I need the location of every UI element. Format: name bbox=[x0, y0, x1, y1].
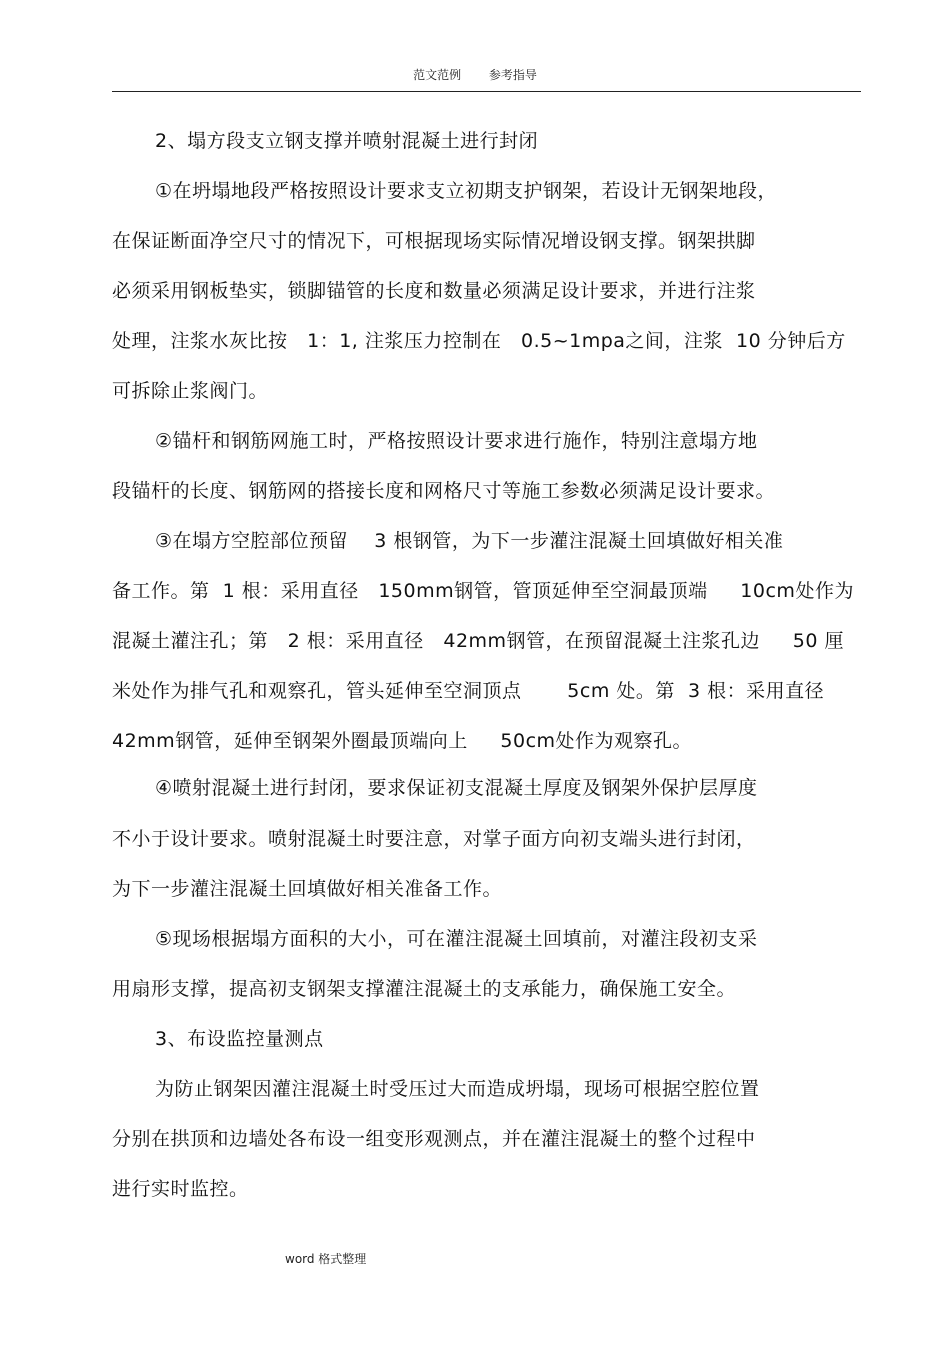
body-line: 必须采用钢板垫实，锁脚锚管的长度和数量必须满足设计要求，并进行注浆 bbox=[112, 280, 756, 302]
body-line: 段锚杆的长度、钢筋网的搭接长度和网格尺寸等施工参数必须满足设计要求。 bbox=[112, 480, 776, 502]
page-footer: word 格式整理 bbox=[285, 1252, 367, 1266]
body-line: ③在塌方空腔部位预留 3 根钢管，为下一步灌注混凝土回填做好相关准 bbox=[155, 530, 784, 552]
body-line: 为防止钢架因灌注混凝土时受压过大而造成坍塌，现场可根据空腔位置 bbox=[155, 1078, 760, 1100]
body-line: 2、塌方段支立钢支撑并喷射混凝土进行封闭 bbox=[155, 130, 539, 152]
body-line: ②锚杆和钢筋网施工时，严格按照设计要求进行施作，特别注意塌方地 bbox=[155, 430, 758, 452]
body-line: ⑤现场根据塌方面积的大小，可在灌注混凝土回填前，对灌注段初支采 bbox=[155, 928, 758, 950]
header-right-text: 参考指导 bbox=[488, 68, 537, 82]
body-line: 42mm钢管，延伸至钢架外圈最顶端向上 50cm处作为观察孔。 bbox=[112, 730, 693, 752]
body-line: 处理，注浆水灰比按 1：1, 注浆压力控制在 0.5~1mpa之间，注浆 10 分钟后方 bbox=[112, 330, 846, 352]
body-line: 可拆除止浆阀门。 bbox=[112, 380, 269, 402]
body-line: ①在坍塌地段严格按照设计要求支立初期支护钢架，若设计无钢架地段， bbox=[155, 180, 778, 202]
body-line: 备工作。第 1 根：采用直径 150mm钢管，管顶延伸至空洞最顶端 10cm处作为 bbox=[112, 580, 854, 602]
body-line: 不小于设计要求。喷射混凝土时要注意，对掌子面方向初支端头进行封闭， bbox=[112, 828, 756, 850]
body-line: ④喷射混凝土进行封闭，要求保证初支混凝土厚度及钢架外保护层厚度 bbox=[155, 777, 758, 799]
body-line: 进行实时监控。 bbox=[112, 1178, 249, 1200]
body-line: 分别在拱顶和边墙处各布设一组变形观测点，并在灌注混凝土的整个过程中 bbox=[112, 1128, 756, 1150]
body-line: 在保证断面净空尺寸的情况下，可根据现场实际情况增设钢支撑。钢架拱脚 bbox=[112, 230, 756, 252]
header-rule bbox=[112, 91, 861, 92]
header-left-text: 范文范例 bbox=[413, 68, 462, 82]
body-line: 混凝土灌注孔；第 2 根：采用直径 42mm钢管，在预留混凝土注浆孔边 50 厘 bbox=[112, 630, 844, 652]
body-line: 3、布设监控量测点 bbox=[155, 1028, 324, 1050]
body-line: 用扇形支撑，提高初支钢架支撑灌注混凝土的支承能力，确保施工安全。 bbox=[112, 978, 737, 1000]
body-line: 米处作为排气孔和观察孔，管头延伸至空洞顶点 5cm 处。第 3 根：采用直径 bbox=[112, 680, 825, 702]
page-header bbox=[0, 66, 950, 83]
body-line: 为下一步灌注混凝土回填做好相关准备工作。 bbox=[112, 878, 503, 900]
